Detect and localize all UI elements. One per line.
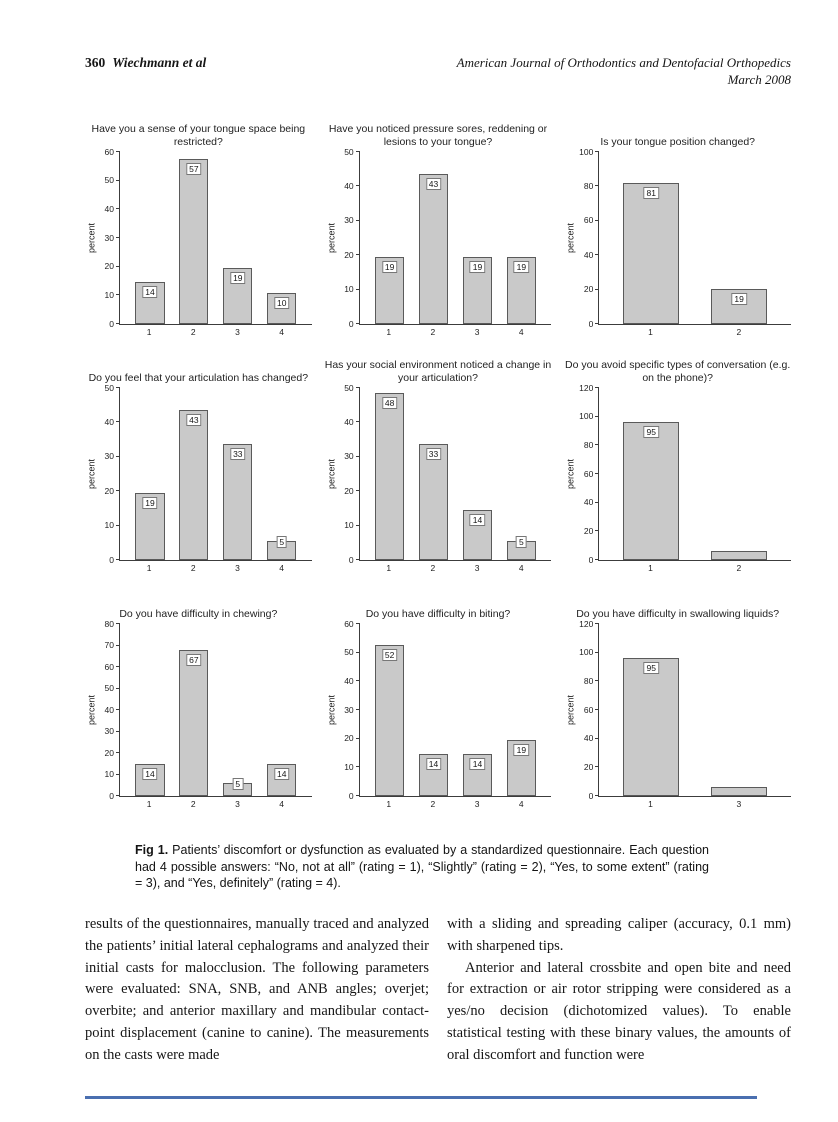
y-tick-label: 80 bbox=[104, 618, 114, 629]
y-tick-mark bbox=[116, 490, 120, 491]
y-tick-label: 30 bbox=[104, 726, 114, 736]
bar-value-label: 43 bbox=[186, 414, 201, 426]
y-tick-label: 20 bbox=[344, 249, 354, 260]
chart-title: Do you feel that your articulation has changed? bbox=[88, 371, 309, 384]
y-axis-label: percent bbox=[565, 222, 576, 254]
x-tick-label: 1 bbox=[386, 327, 392, 337]
bar-value-label: 33 bbox=[230, 448, 245, 460]
y-tick-label: 40 bbox=[344, 675, 354, 686]
bar-value-label: 19 bbox=[514, 744, 529, 756]
y-tick-label: 0 bbox=[588, 790, 594, 801]
body-column-left bbox=[85, 914, 429, 1067]
y-tick-label: 40 bbox=[583, 249, 594, 260]
plot-area bbox=[598, 624, 791, 797]
y-tick-label: 80 bbox=[583, 675, 594, 686]
plot-area bbox=[359, 152, 552, 325]
bar-value-label: 33 bbox=[426, 448, 441, 460]
x-tick-label: 1 bbox=[386, 799, 392, 809]
y-tick-label: 20 bbox=[583, 284, 594, 295]
bar-value-label: 95 bbox=[644, 662, 659, 674]
y-tick-mark bbox=[356, 559, 360, 560]
figure-1-chart-grid bbox=[85, 118, 791, 808]
bar-value-label: 10 bbox=[274, 297, 289, 309]
bar-slot bbox=[216, 624, 260, 796]
y-tick-label: 30 bbox=[344, 451, 354, 462]
y-axis-ticks bbox=[98, 618, 119, 801]
y-axis-ticks bbox=[577, 618, 598, 801]
y-tick-mark bbox=[595, 502, 599, 503]
y-axis-ticks bbox=[338, 146, 359, 329]
y-axis-label: percent bbox=[326, 222, 337, 254]
y-tick-label: 120 bbox=[579, 618, 594, 629]
x-tick-label: 3 bbox=[474, 799, 480, 809]
y-tick-mark bbox=[595, 559, 599, 560]
y-tick-label: 80 bbox=[583, 180, 594, 191]
y-tick-label: 30 bbox=[104, 451, 114, 462]
y-tick-label: 30 bbox=[344, 704, 354, 715]
y-tick-label: 80 bbox=[583, 439, 594, 450]
y-tick-label: 50 bbox=[344, 382, 354, 393]
bar-value-label: 14 bbox=[470, 758, 485, 770]
bar bbox=[375, 393, 404, 560]
x-axis-ticks bbox=[119, 327, 312, 337]
y-tick-label: 20 bbox=[344, 733, 354, 744]
bar-slot bbox=[260, 152, 304, 324]
y-tick-label: 20 bbox=[104, 485, 114, 496]
bar-slot bbox=[128, 152, 172, 324]
x-tick-label: 4 bbox=[518, 799, 524, 809]
bar bbox=[623, 422, 679, 560]
y-tick-label: 10 bbox=[344, 761, 354, 772]
bar-slot bbox=[128, 624, 172, 796]
bar-slot bbox=[695, 388, 783, 560]
bar-value-label: 57 bbox=[186, 163, 201, 175]
bar-value-label: 43 bbox=[426, 178, 441, 190]
y-tick-mark bbox=[595, 473, 599, 474]
y-tick-label: 60 bbox=[583, 704, 594, 715]
bar-slot bbox=[412, 388, 456, 560]
chart-difficulty-swallowing bbox=[564, 590, 791, 808]
y-tick-mark bbox=[116, 645, 120, 646]
y-tick-label: 10 bbox=[104, 769, 114, 779]
bar-value-label: 5 bbox=[516, 536, 527, 548]
y-axis-ticks bbox=[98, 382, 119, 565]
bar-slot bbox=[499, 152, 543, 324]
y-tick-mark bbox=[595, 323, 599, 324]
y-tick-mark bbox=[116, 387, 120, 388]
y-tick-mark bbox=[116, 266, 120, 267]
x-tick-label: 3 bbox=[235, 327, 240, 337]
bar-slot bbox=[607, 624, 695, 796]
y-tick-label: 30 bbox=[104, 232, 114, 243]
paragraph: with a sliding and spreading caliper (accuracy, 0.1 mm) with sharpened tips. bbox=[447, 916, 791, 954]
y-tick-mark bbox=[116, 774, 120, 775]
y-tick-label: 60 bbox=[583, 468, 594, 479]
plot-area bbox=[359, 388, 552, 561]
x-axis-ticks bbox=[119, 563, 312, 573]
y-axis-label: percent bbox=[565, 694, 576, 726]
y-tick-mark bbox=[595, 220, 599, 221]
y-tick-mark bbox=[116, 151, 120, 152]
x-axis-ticks bbox=[598, 799, 791, 809]
y-tick-mark bbox=[116, 323, 120, 324]
y-tick-label: 0 bbox=[348, 790, 354, 801]
y-tick-label: 0 bbox=[109, 318, 114, 329]
y-tick-mark bbox=[595, 151, 599, 152]
y-tick-mark bbox=[595, 416, 599, 417]
x-tick-label: 3 bbox=[474, 563, 480, 573]
y-tick-mark bbox=[116, 180, 120, 181]
y-tick-mark bbox=[116, 208, 120, 209]
y-tick-label: 30 bbox=[344, 215, 354, 226]
y-tick-label: 0 bbox=[588, 318, 594, 329]
x-tick-label: 1 bbox=[648, 563, 653, 573]
y-tick-label: 20 bbox=[104, 747, 114, 758]
y-tick-label: 60 bbox=[104, 661, 114, 672]
figure-1-caption bbox=[135, 842, 709, 892]
y-tick-label: 10 bbox=[104, 289, 114, 300]
chart-title: Has your social environment noticed a change in your articulation? bbox=[324, 359, 552, 384]
y-tick-label: 40 bbox=[104, 416, 114, 427]
chart-title: Do you avoid specific types of conversation (e.g. on the phone)? bbox=[565, 359, 791, 384]
y-tick-label: 10 bbox=[344, 520, 354, 531]
bar bbox=[419, 444, 448, 560]
bar-value-label: 14 bbox=[142, 286, 157, 298]
x-tick-label: 1 bbox=[146, 799, 152, 809]
y-tick-label: 10 bbox=[344, 284, 354, 295]
y-tick-mark bbox=[356, 185, 360, 186]
bar bbox=[179, 650, 208, 796]
chart-title: Do you have difficulty in biting? bbox=[365, 607, 511, 620]
bar-slot bbox=[412, 624, 456, 796]
bar-value-label: 14 bbox=[274, 768, 289, 780]
y-tick-label: 20 bbox=[583, 525, 594, 536]
y-tick-mark bbox=[116, 525, 120, 526]
bar bbox=[623, 658, 679, 796]
x-tick-label: 4 bbox=[518, 327, 524, 337]
bar-slot bbox=[456, 624, 500, 796]
chart-title: Have you noticed pressure sores, reddening or lesions to your tongue? bbox=[328, 123, 548, 148]
bar-value-label: 19 bbox=[142, 497, 157, 509]
chart-social-environment-articulation bbox=[325, 354, 552, 572]
x-tick-label: 1 bbox=[648, 327, 653, 337]
y-tick-label: 0 bbox=[348, 554, 354, 565]
bar bbox=[223, 444, 252, 560]
bar bbox=[623, 183, 679, 324]
chart-tongue-position-changed bbox=[564, 118, 791, 336]
x-tick-label: 4 bbox=[279, 799, 284, 809]
y-tick-label: 0 bbox=[348, 318, 354, 329]
x-tick-label: 3 bbox=[235, 799, 240, 809]
y-tick-label: 50 bbox=[104, 175, 114, 186]
y-tick-mark bbox=[116, 294, 120, 295]
bar bbox=[179, 159, 208, 324]
x-axis-ticks bbox=[119, 799, 312, 809]
figure-caption-text: Patients’ discomfort or dysfunction as evaluated by a standardized questionnaire. Each question had 4 possible answers: “No, not at all” (rating = 1), “Slightly” (rating = 2), “Yes, to some extent” (rating = 3), and “Yes, definitely” (rating = 4). bbox=[135, 843, 709, 890]
y-tick-mark bbox=[595, 530, 599, 531]
chart-difficulty-chewing bbox=[85, 590, 312, 808]
bar-value-label: 19 bbox=[731, 293, 746, 305]
bar-value-label: 19 bbox=[230, 272, 245, 284]
bar-slot bbox=[368, 624, 412, 796]
y-axis-label: percent bbox=[86, 458, 97, 490]
y-tick-mark bbox=[116, 421, 120, 422]
y-tick-mark bbox=[356, 766, 360, 767]
y-tick-label: 0 bbox=[588, 554, 594, 565]
y-tick-mark bbox=[356, 387, 360, 388]
y-tick-mark bbox=[116, 752, 120, 753]
y-axis-ticks bbox=[338, 382, 359, 565]
y-axis-ticks bbox=[577, 382, 598, 565]
bar-value-label: 14 bbox=[426, 758, 441, 770]
y-tick-mark bbox=[356, 254, 360, 255]
bar-slot bbox=[412, 152, 456, 324]
bar-value-label: 67 bbox=[186, 654, 201, 666]
x-tick-label: 4 bbox=[279, 563, 284, 573]
y-tick-mark bbox=[356, 652, 360, 653]
y-tick-mark bbox=[595, 387, 599, 388]
chart-articulation-changed bbox=[85, 354, 312, 572]
bar-value-label: 19 bbox=[470, 261, 485, 273]
y-tick-label: 50 bbox=[344, 146, 354, 157]
bar bbox=[179, 410, 208, 560]
bar-value-label: 5 bbox=[232, 778, 243, 790]
y-tick-label: 40 bbox=[344, 416, 354, 427]
y-tick-mark bbox=[356, 421, 360, 422]
y-tick-mark bbox=[356, 490, 360, 491]
bar-value-label: 81 bbox=[644, 187, 659, 199]
bar bbox=[375, 645, 404, 796]
x-tick-label: 2 bbox=[190, 799, 196, 809]
y-tick-mark bbox=[356, 220, 360, 221]
x-tick-label: 2 bbox=[736, 327, 742, 337]
y-tick-label: 50 bbox=[344, 647, 354, 658]
y-tick-mark bbox=[116, 623, 120, 624]
y-tick-mark bbox=[595, 652, 599, 653]
bar-slot bbox=[172, 388, 216, 560]
bar-slot bbox=[456, 388, 500, 560]
chart-tongue-space-restricted bbox=[85, 118, 312, 336]
page-footer-rule bbox=[85, 1096, 757, 1099]
bar-value-label: 19 bbox=[382, 261, 397, 273]
y-tick-label: 40 bbox=[104, 704, 114, 715]
y-tick-mark bbox=[116, 559, 120, 560]
body-column-right bbox=[447, 914, 791, 1067]
y-tick-mark bbox=[116, 709, 120, 710]
y-tick-label: 10 bbox=[104, 520, 114, 531]
x-tick-label: 4 bbox=[279, 327, 284, 337]
x-axis-ticks bbox=[598, 563, 791, 573]
y-tick-label: 40 bbox=[104, 203, 114, 214]
x-axis-ticks bbox=[359, 799, 552, 809]
y-tick-mark bbox=[116, 688, 120, 689]
x-tick-label: 2 bbox=[430, 563, 436, 573]
y-axis-ticks bbox=[338, 618, 359, 801]
bar-slot bbox=[695, 624, 783, 796]
y-tick-label: 100 bbox=[579, 411, 594, 422]
y-tick-mark bbox=[595, 444, 599, 445]
chart-title: Is your tongue position changed? bbox=[600, 135, 756, 148]
y-axis-label: percent bbox=[326, 458, 337, 490]
y-tick-label: 60 bbox=[344, 618, 354, 629]
y-tick-label: 60 bbox=[104, 146, 114, 157]
y-tick-mark bbox=[356, 456, 360, 457]
plot-area bbox=[359, 624, 552, 797]
journal-header bbox=[457, 55, 791, 88]
x-axis-ticks bbox=[359, 563, 552, 573]
y-tick-mark bbox=[356, 525, 360, 526]
x-tick-label: 1 bbox=[146, 327, 152, 337]
y-tick-mark bbox=[356, 738, 360, 739]
bar-slot bbox=[260, 388, 304, 560]
x-tick-label: 3 bbox=[736, 799, 742, 809]
bar bbox=[711, 787, 767, 796]
bar-value-label: 48 bbox=[382, 397, 397, 409]
y-tick-label: 20 bbox=[583, 761, 594, 772]
y-tick-mark bbox=[356, 795, 360, 796]
y-tick-label: 0 bbox=[109, 790, 114, 801]
plot-area bbox=[598, 388, 791, 561]
bar bbox=[711, 551, 767, 560]
bar-slot bbox=[499, 388, 543, 560]
running-head bbox=[85, 55, 206, 71]
x-tick-label: 4 bbox=[518, 563, 524, 573]
y-tick-mark bbox=[356, 289, 360, 290]
y-tick-label: 50 bbox=[104, 683, 114, 693]
y-tick-mark bbox=[595, 254, 599, 255]
y-tick-label: 0 bbox=[109, 554, 114, 565]
x-tick-label: 2 bbox=[430, 799, 436, 809]
bar-slot bbox=[172, 624, 216, 796]
x-tick-label: 3 bbox=[235, 563, 240, 573]
bar-slot bbox=[368, 152, 412, 324]
y-tick-mark bbox=[595, 680, 599, 681]
paragraph: Anterior and lateral crossbite and open bite and need for extraction or air rotor stripping were considered as a yes/no decision (dichotomized values). To enable statistical testing with these binary values, the amounts of oral discomfort and function were bbox=[447, 959, 791, 1063]
chart-difficulty-biting bbox=[325, 590, 552, 808]
y-tick-mark bbox=[356, 680, 360, 681]
y-tick-label: 40 bbox=[583, 497, 594, 508]
y-axis-label: percent bbox=[86, 694, 97, 726]
y-tick-label: 120 bbox=[579, 382, 594, 393]
page-header bbox=[85, 55, 791, 88]
bar-value-label: 14 bbox=[142, 768, 157, 780]
bar bbox=[419, 174, 448, 324]
y-tick-mark bbox=[356, 151, 360, 152]
y-tick-label: 20 bbox=[344, 485, 354, 496]
x-tick-label: 2 bbox=[736, 563, 742, 573]
y-tick-mark bbox=[595, 709, 599, 710]
bar-slot bbox=[607, 388, 695, 560]
chart-title: Do you have difficulty in chewing? bbox=[119, 607, 278, 620]
bar-slot bbox=[172, 152, 216, 324]
y-axis-label: percent bbox=[326, 694, 337, 726]
y-tick-mark bbox=[116, 456, 120, 457]
y-tick-mark bbox=[356, 623, 360, 624]
y-tick-mark bbox=[116, 666, 120, 667]
y-tick-label: 100 bbox=[579, 647, 594, 658]
x-tick-label: 2 bbox=[190, 327, 196, 337]
journal-title: American Journal of Orthodontics and Dentofacial Orthopedics bbox=[456, 55, 791, 70]
y-tick-mark bbox=[595, 185, 599, 186]
y-tick-label: 40 bbox=[583, 733, 594, 744]
x-tick-label: 3 bbox=[474, 327, 480, 337]
x-tick-label: 2 bbox=[190, 563, 196, 573]
y-tick-mark bbox=[595, 795, 599, 796]
bar-slot bbox=[695, 152, 783, 324]
x-tick-label: 2 bbox=[430, 327, 436, 337]
y-tick-label: 40 bbox=[344, 180, 354, 191]
y-tick-label: 20 bbox=[104, 261, 114, 272]
y-tick-mark bbox=[116, 237, 120, 238]
y-tick-label: 70 bbox=[104, 640, 114, 650]
x-tick-label: 1 bbox=[146, 563, 152, 573]
bar-slot bbox=[260, 624, 304, 796]
y-axis-ticks bbox=[98, 146, 119, 329]
y-tick-mark bbox=[595, 738, 599, 739]
bar-slot bbox=[368, 388, 412, 560]
y-tick-mark bbox=[116, 731, 120, 732]
chart-pressure-sores bbox=[325, 118, 552, 336]
y-tick-mark bbox=[356, 709, 360, 710]
running-head-authors: Wiechmann et al bbox=[112, 55, 207, 70]
plot-area bbox=[119, 152, 312, 325]
chart-title: Have you a sense of your tongue space being restricted? bbox=[91, 123, 306, 148]
y-tick-mark bbox=[595, 623, 599, 624]
bar-slot bbox=[128, 388, 172, 560]
bar-value-label: 19 bbox=[514, 261, 529, 273]
y-axis-ticks bbox=[577, 146, 598, 329]
plot-area bbox=[119, 624, 312, 797]
paragraph: results of the questionnaires, manually traced and analyzed the patients’ initial lateral cephalograms and analyzed their initial casts for malocclusion. The following parameters were evaluated: SNA, SNB, and ANB angles; overjet; overbite; and anterior maxillary and mandibular contact-point displacement (canine to canine). The measurements on the casts were made bbox=[85, 916, 429, 1063]
bar-value-label: 52 bbox=[382, 649, 397, 661]
y-tick-mark bbox=[116, 795, 120, 796]
y-tick-label: 60 bbox=[583, 215, 594, 226]
page-number: 360 bbox=[85, 55, 106, 70]
bar-slot bbox=[499, 624, 543, 796]
figure-label: Fig 1. bbox=[135, 843, 169, 857]
body-text bbox=[85, 914, 791, 1067]
bar-value-label: 95 bbox=[644, 426, 659, 438]
y-tick-label: 50 bbox=[104, 382, 114, 393]
bar-slot bbox=[216, 152, 260, 324]
bar-value-label: 14 bbox=[470, 514, 485, 526]
chart-title: Do you have difficulty in swallowing liquids? bbox=[576, 607, 780, 620]
bar-slot bbox=[456, 152, 500, 324]
x-axis-ticks bbox=[598, 327, 791, 337]
bar-slot bbox=[607, 152, 695, 324]
journal-issue-date: March 2008 bbox=[727, 71, 791, 87]
chart-avoid-conversation bbox=[564, 354, 791, 572]
bar-value-label: 5 bbox=[276, 536, 287, 548]
bar-slot bbox=[216, 388, 260, 560]
y-tick-mark bbox=[356, 323, 360, 324]
y-axis-label: percent bbox=[86, 222, 97, 254]
y-tick-mark bbox=[595, 289, 599, 290]
x-tick-label: 1 bbox=[386, 563, 392, 573]
plot-area bbox=[598, 152, 791, 325]
y-tick-mark bbox=[595, 766, 599, 767]
y-axis-label: percent bbox=[565, 458, 576, 490]
x-axis-ticks bbox=[359, 327, 552, 337]
x-tick-label: 1 bbox=[648, 799, 653, 809]
plot-area bbox=[119, 388, 312, 561]
y-tick-label: 100 bbox=[579, 146, 594, 157]
